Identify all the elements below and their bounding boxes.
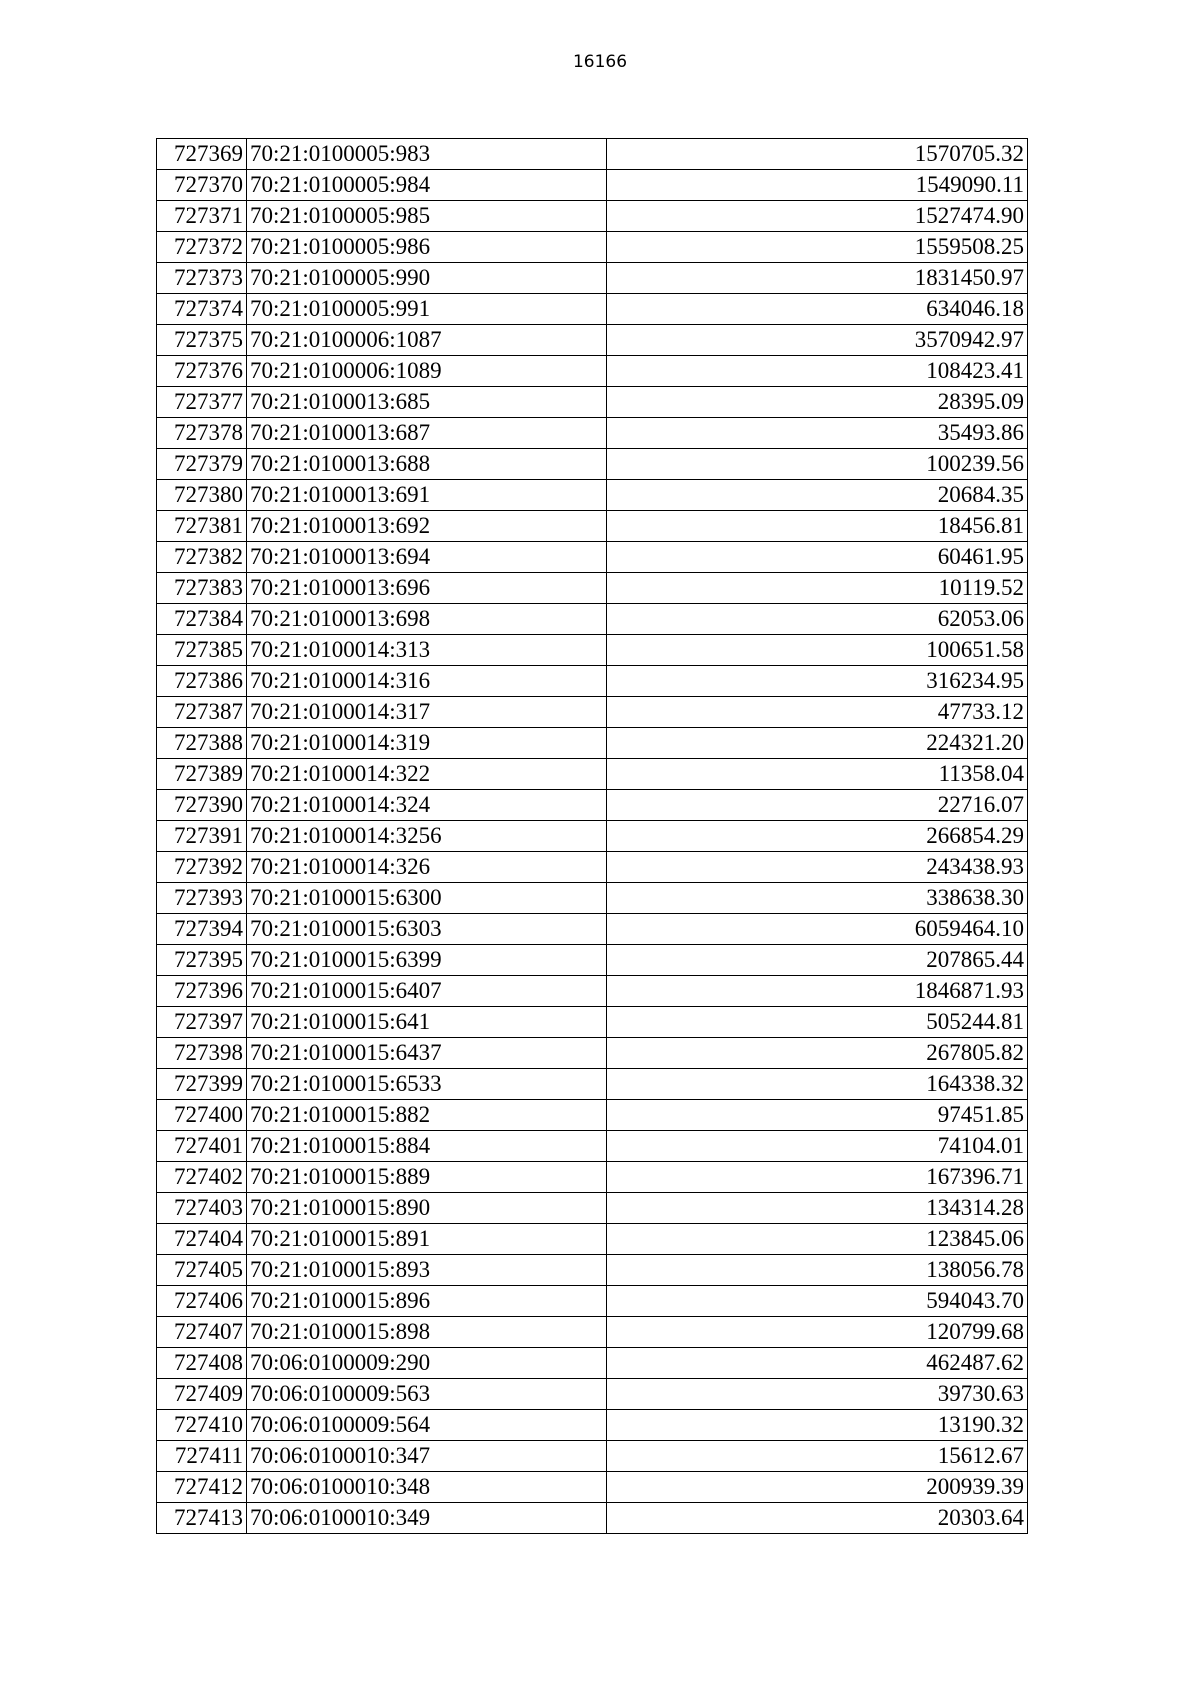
- value-cell: 20303.64: [607, 1503, 1028, 1534]
- value-cell: 60461.95: [607, 542, 1028, 573]
- value-cell: 1527474.90: [607, 201, 1028, 232]
- value-cell: 1846871.93: [607, 976, 1028, 1007]
- value-cell: 13190.32: [607, 1410, 1028, 1441]
- cadastral-number-cell: 70:21:0100015:890: [247, 1193, 607, 1224]
- cadastral-number-cell: 70:21:0100014:3256: [247, 821, 607, 852]
- value-cell: 164338.32: [607, 1069, 1028, 1100]
- value-cell: 120799.68: [607, 1317, 1028, 1348]
- table-row: [157, 139, 1028, 170]
- row-number-cell: 727402: [157, 1162, 247, 1193]
- cadastral-number-cell: 70:21:0100013:685: [247, 387, 607, 418]
- table-row: [157, 821, 1028, 852]
- cadastral-number-cell: 70:21:0100006:1089: [247, 356, 607, 387]
- table-row: [157, 1193, 1028, 1224]
- row-number-cell: 727395: [157, 945, 247, 976]
- value-cell: 266854.29: [607, 821, 1028, 852]
- row-number-cell: 727370: [157, 170, 247, 201]
- row-number-cell: 727393: [157, 883, 247, 914]
- row-number-cell: 727369: [157, 139, 247, 170]
- table-row: [157, 604, 1028, 635]
- cadastral-number-cell: 70:21:0100005:985: [247, 201, 607, 232]
- row-number-cell: 727408: [157, 1348, 247, 1379]
- cadastral-number-cell: 70:21:0100005:983: [247, 139, 607, 170]
- row-number-cell: 727391: [157, 821, 247, 852]
- value-cell: 138056.78: [607, 1255, 1028, 1286]
- row-number-cell: 727385: [157, 635, 247, 666]
- cadastral-number-cell: 70:21:0100015:893: [247, 1255, 607, 1286]
- value-cell: 224321.20: [607, 728, 1028, 759]
- cadastral-number-cell: 70:21:0100005:986: [247, 232, 607, 263]
- value-cell: 1570705.32: [607, 139, 1028, 170]
- cadastral-number-cell: 70:21:0100015:891: [247, 1224, 607, 1255]
- row-number-cell: 727397: [157, 1007, 247, 1038]
- value-cell: 1549090.11: [607, 170, 1028, 201]
- table-row: [157, 852, 1028, 883]
- table-row: [157, 418, 1028, 449]
- table-row: [157, 1162, 1028, 1193]
- table-row: [157, 263, 1028, 294]
- cadastral-number-cell: 70:06:0100010:348: [247, 1472, 607, 1503]
- table-row: [157, 542, 1028, 573]
- value-cell: 123845.06: [607, 1224, 1028, 1255]
- value-cell: 462487.62: [607, 1348, 1028, 1379]
- row-number-cell: 727378: [157, 418, 247, 449]
- table-body: [157, 139, 1028, 1534]
- row-number-cell: 727407: [157, 1317, 247, 1348]
- table-row: [157, 1317, 1028, 1348]
- table-row: [157, 945, 1028, 976]
- value-cell: 39730.63: [607, 1379, 1028, 1410]
- table-row: [157, 201, 1028, 232]
- cadastral-number-cell: 70:21:0100005:984: [247, 170, 607, 201]
- row-number-cell: 727400: [157, 1100, 247, 1131]
- table-row: [157, 1069, 1028, 1100]
- cadastral-number-cell: 70:21:0100005:991: [247, 294, 607, 325]
- row-number-cell: 727386: [157, 666, 247, 697]
- value-cell: 338638.30: [607, 883, 1028, 914]
- table-row: [157, 325, 1028, 356]
- row-number-cell: 727413: [157, 1503, 247, 1534]
- cadastral-number-cell: 70:21:0100013:698: [247, 604, 607, 635]
- cadastral-number-cell: 70:21:0100015:6303: [247, 914, 607, 945]
- cadastral-number-cell: 70:21:0100014:316: [247, 666, 607, 697]
- table-row: [157, 232, 1028, 263]
- page-number: 16166: [572, 52, 628, 72]
- value-cell: 28395.09: [607, 387, 1028, 418]
- cadastral-number-cell: 70:21:0100014:317: [247, 697, 607, 728]
- row-number-cell: 727372: [157, 232, 247, 263]
- table-row: [157, 1379, 1028, 1410]
- cadastral-number-cell: 70:21:0100015:641: [247, 1007, 607, 1038]
- row-number-cell: 727390: [157, 790, 247, 821]
- row-number-cell: 727377: [157, 387, 247, 418]
- value-cell: 6059464.10: [607, 914, 1028, 945]
- row-number-cell: 727404: [157, 1224, 247, 1255]
- cadastral-number-cell: 70:21:0100013:692: [247, 511, 607, 542]
- cadastral-number-cell: 70:21:0100014:313: [247, 635, 607, 666]
- cadastral-number-cell: 70:21:0100014:326: [247, 852, 607, 883]
- table-row: [157, 759, 1028, 790]
- table-row: [157, 635, 1028, 666]
- cadastral-number-cell: 70:21:0100015:6300: [247, 883, 607, 914]
- value-cell: 1831450.97: [607, 263, 1028, 294]
- cadastral-number-cell: 70:21:0100013:696: [247, 573, 607, 604]
- data-table: [156, 138, 1028, 1534]
- cadastral-number-cell: 70:21:0100015:896: [247, 1286, 607, 1317]
- value-cell: 634046.18: [607, 294, 1028, 325]
- row-number-cell: 727387: [157, 697, 247, 728]
- table-row: [157, 976, 1028, 1007]
- row-number-cell: 727396: [157, 976, 247, 1007]
- row-number-cell: 727406: [157, 1286, 247, 1317]
- value-cell: 243438.93: [607, 852, 1028, 883]
- value-cell: 267805.82: [607, 1038, 1028, 1069]
- row-number-cell: 727403: [157, 1193, 247, 1224]
- value-cell: 35493.86: [607, 418, 1028, 449]
- table-row: [157, 1503, 1028, 1534]
- table-row: [157, 1441, 1028, 1472]
- cadastral-number-cell: 70:21:0100005:990: [247, 263, 607, 294]
- row-number-cell: 727388: [157, 728, 247, 759]
- table-row: [157, 1007, 1028, 1038]
- table-row: [157, 1255, 1028, 1286]
- value-cell: 594043.70: [607, 1286, 1028, 1317]
- row-number-cell: 727411: [157, 1441, 247, 1472]
- value-cell: 505244.81: [607, 1007, 1028, 1038]
- table-row: [157, 1224, 1028, 1255]
- table-row: [157, 914, 1028, 945]
- cadastral-number-cell: 70:21:0100015:889: [247, 1162, 607, 1193]
- value-cell: 100239.56: [607, 449, 1028, 480]
- row-number-cell: 727375: [157, 325, 247, 356]
- value-cell: 22716.07: [607, 790, 1028, 821]
- value-cell: 134314.28: [607, 1193, 1028, 1224]
- row-number-cell: 727382: [157, 542, 247, 573]
- table-row: [157, 1131, 1028, 1162]
- cadastral-number-cell: 70:21:0100013:687: [247, 418, 607, 449]
- row-number-cell: 727389: [157, 759, 247, 790]
- value-cell: 20684.35: [607, 480, 1028, 511]
- value-cell: 207865.44: [607, 945, 1028, 976]
- table-row: [157, 790, 1028, 821]
- cadastral-number-cell: 70:21:0100013:688: [247, 449, 607, 480]
- cadastral-number-cell: 70:21:0100014:322: [247, 759, 607, 790]
- table-row: [157, 356, 1028, 387]
- cadastral-number-cell: 70:06:0100010:349: [247, 1503, 607, 1534]
- row-number-cell: 727383: [157, 573, 247, 604]
- cadastral-number-cell: 70:21:0100015:6533: [247, 1069, 607, 1100]
- cadastral-number-cell: 70:21:0100013:694: [247, 542, 607, 573]
- value-cell: 200939.39: [607, 1472, 1028, 1503]
- value-cell: 167396.71: [607, 1162, 1028, 1193]
- row-number-cell: 727379: [157, 449, 247, 480]
- row-number-cell: 727371: [157, 201, 247, 232]
- row-number-cell: 727376: [157, 356, 247, 387]
- table-row: [157, 170, 1028, 201]
- value-cell: 316234.95: [607, 666, 1028, 697]
- row-number-cell: 727392: [157, 852, 247, 883]
- value-cell: 97451.85: [607, 1100, 1028, 1131]
- value-cell: 74104.01: [607, 1131, 1028, 1162]
- cadastral-number-cell: 70:21:0100015:882: [247, 1100, 607, 1131]
- cadastral-number-cell: 70:21:0100015:6407: [247, 976, 607, 1007]
- value-cell: 10119.52: [607, 573, 1028, 604]
- table-row: [157, 728, 1028, 759]
- row-number-cell: 727399: [157, 1069, 247, 1100]
- cadastral-number-cell: 70:06:0100010:347: [247, 1441, 607, 1472]
- cadastral-number-cell: 70:21:0100015:6399: [247, 945, 607, 976]
- row-number-cell: 727398: [157, 1038, 247, 1069]
- cadastral-number-cell: 70:21:0100006:1087: [247, 325, 607, 356]
- table-row: [157, 449, 1028, 480]
- row-number-cell: 727374: [157, 294, 247, 325]
- value-cell: 15612.67: [607, 1441, 1028, 1472]
- row-number-cell: 727380: [157, 480, 247, 511]
- value-cell: 100651.58: [607, 635, 1028, 666]
- row-number-cell: 727410: [157, 1410, 247, 1441]
- cadastral-number-cell: 70:21:0100013:691: [247, 480, 607, 511]
- cadastral-number-cell: 70:21:0100014:319: [247, 728, 607, 759]
- table-row: [157, 480, 1028, 511]
- value-cell: 108423.41: [607, 356, 1028, 387]
- cadastral-number-cell: 70:21:0100014:324: [247, 790, 607, 821]
- table-row: [157, 1038, 1028, 1069]
- table-row: [157, 1348, 1028, 1379]
- row-number-cell: 727401: [157, 1131, 247, 1162]
- cadastral-number-cell: 70:21:0100015:884: [247, 1131, 607, 1162]
- table-row: [157, 511, 1028, 542]
- cadastral-number-cell: 70:06:0100009:564: [247, 1410, 607, 1441]
- row-number-cell: 727409: [157, 1379, 247, 1410]
- cadastral-number-cell: 70:21:0100015:6437: [247, 1038, 607, 1069]
- table-row: [157, 666, 1028, 697]
- table-row: [157, 1472, 1028, 1503]
- row-number-cell: 727405: [157, 1255, 247, 1286]
- cadastral-number-cell: 70:21:0100015:898: [247, 1317, 607, 1348]
- value-cell: 18456.81: [607, 511, 1028, 542]
- row-number-cell: 727373: [157, 263, 247, 294]
- table-row: [157, 387, 1028, 418]
- table-row: [157, 573, 1028, 604]
- table-row: [157, 697, 1028, 728]
- cadastral-number-cell: 70:06:0100009:290: [247, 1348, 607, 1379]
- table-row: [157, 294, 1028, 325]
- table-row: [157, 883, 1028, 914]
- cadastral-number-cell: 70:06:0100009:563: [247, 1379, 607, 1410]
- row-number-cell: 727384: [157, 604, 247, 635]
- value-cell: 47733.12: [607, 697, 1028, 728]
- row-number-cell: 727394: [157, 914, 247, 945]
- value-cell: 11358.04: [607, 759, 1028, 790]
- table-row: [157, 1410, 1028, 1441]
- value-cell: 62053.06: [607, 604, 1028, 635]
- value-cell: 1559508.25: [607, 232, 1028, 263]
- table-row: [157, 1286, 1028, 1317]
- table-row: [157, 1100, 1028, 1131]
- row-number-cell: 727381: [157, 511, 247, 542]
- row-number-cell: 727412: [157, 1472, 247, 1503]
- value-cell: 3570942.97: [607, 325, 1028, 356]
